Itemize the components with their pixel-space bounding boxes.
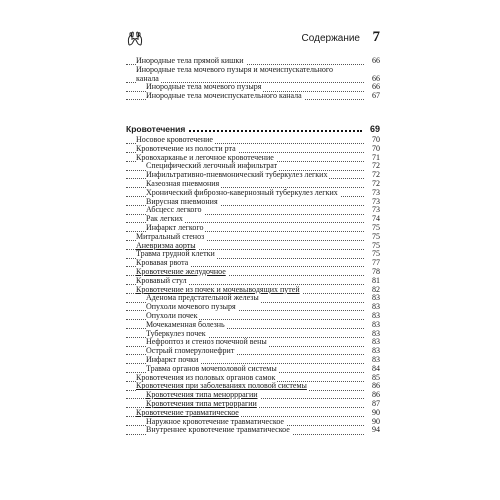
toc-entry[interactable]: Мочекаменная болезнь 83 (126, 321, 380, 330)
toc-entry[interactable]: Нефроптоз и стеноз почечной вены 83 (126, 338, 380, 347)
page-number: 7 (372, 29, 380, 45)
toc-entry[interactable]: Кровотечение из полости рта 70 (126, 145, 380, 154)
toc-entry[interactable]: Инфаркт легкого 75 (126, 224, 380, 233)
toc-entry[interactable]: Абсцесс легкого 73 (126, 206, 380, 215)
toc-entry[interactable]: Внутреннее кровотечение травматическое 94 (126, 426, 380, 435)
toc-section-bleeding (126, 124, 380, 435)
toc-entry[interactable]: Травма грудной клетки 75 (126, 250, 380, 259)
hands-icon (126, 31, 144, 47)
toc-entry[interactable]: Рак легких 74 (126, 215, 380, 224)
toc-entry[interactable]: Специфический легочный инфильтрат 72 (126, 162, 380, 171)
toc-entry[interactable]: Опухоли почек 83 (126, 312, 380, 321)
toc-entry[interactable]: Кровавый стул 81 (126, 277, 380, 286)
toc-entry[interactable]: Травма органов мочеполовой системы 84 (126, 365, 380, 374)
toc-entry[interactable]: Инородные тела мочеиспускательного канала 67 (126, 92, 380, 101)
toc-entry[interactable]: Инфаркт почки 83 (126, 356, 380, 365)
toc-entry[interactable]: Кровотечения при заболеваниях половой системы 86 (126, 382, 380, 391)
toc-entry[interactable]: Наружное кровотечение травматическое 90 (126, 418, 380, 427)
page-header (126, 30, 380, 48)
toc-entry[interactable]: Кровотечения типа метроррагии 87 (126, 400, 380, 409)
toc-top-group (126, 57, 380, 101)
toc-entry[interactable]: Кровохарканье и легочное кровотечение 71 (126, 154, 380, 163)
toc-entry[interactable]: Инородные тела мочевого пузыря и мочеиспускательного канала 66 (126, 66, 380, 84)
toc-entry[interactable]: Туберкулез почек 83 (126, 330, 380, 339)
toc-entry[interactable]: Хронический фиброзно-кавернозный туберкулез легких 73 (126, 189, 380, 198)
toc-entry[interactable]: Кровотечение из почек и мочевыводящих путей 82 (126, 286, 380, 295)
toc-section-heading[interactable]: Кровотечения 69 (126, 124, 380, 134)
toc-entry[interactable]: Митральный стеноз 75 (126, 233, 380, 242)
toc-entry[interactable]: Аневризма аорты 75 (126, 242, 380, 251)
toc-entry[interactable]: Опухоли мочевого пузыря 83 (126, 303, 380, 312)
toc-entry[interactable]: Острый гломерулонефрит 83 (126, 347, 380, 356)
toc-entry[interactable]: Кровотечение желудочное 78 (126, 268, 380, 277)
toc-entry[interactable]: Кровавая рвота 77 (126, 259, 380, 268)
toc-entry[interactable]: Кровотечения из половых органов самок 85 (126, 374, 380, 383)
toc-entry[interactable]: Кровотечения типа менорррагии 86 (126, 391, 380, 400)
toc-entry[interactable]: Аденома предстательной железы 83 (126, 294, 380, 303)
toc-entry[interactable]: Носовое кровотечение 70 (126, 136, 380, 145)
toc-entry[interactable]: Кровотечение травматическое 90 (126, 409, 380, 418)
running-title: Содержание (301, 33, 360, 44)
toc-entry[interactable]: Инородные тела мочевого пузыря 66 (126, 83, 380, 92)
toc-entry[interactable]: Казеозная пневмония 72 (126, 180, 380, 189)
toc-entry[interactable]: Вирусная пневмония 73 (126, 198, 380, 207)
toc-entry[interactable]: Инфильтративно-пневмонический туберкулез легких 72 (126, 171, 380, 180)
toc-entry[interactable]: Инородные тела прямой кишки 66 (126, 57, 380, 66)
